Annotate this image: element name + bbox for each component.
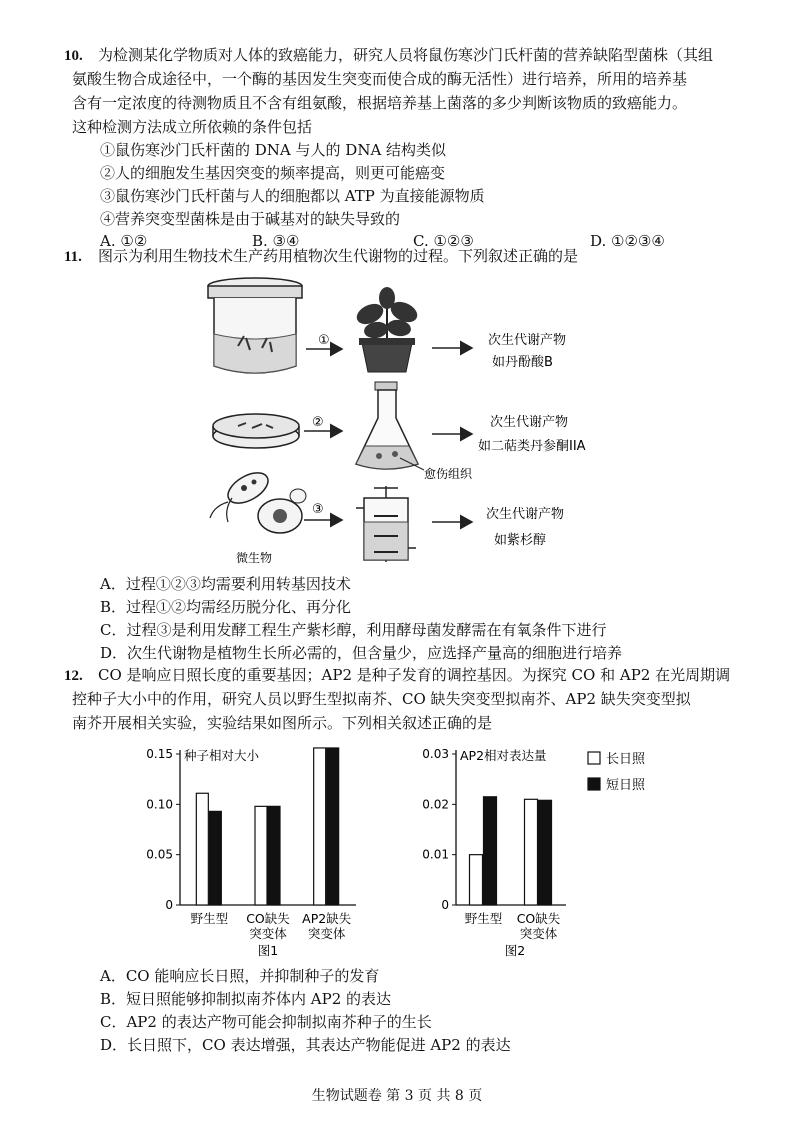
q10-item-3: ③鼠伤寒沙门氏杆菌与人的细胞都以 ATP 为直接能源物质 — [100, 187, 485, 205]
q10-option-d[interactable]: D. ①②③④ — [590, 232, 665, 250]
q10-stem-line-4: 这种检测方法成立所依赖的条件包括 — [72, 118, 313, 136]
q11-option-a[interactable]: A．过程①②③均需要利用转基因技术 — [100, 575, 351, 593]
q11-option-d[interactable]: D．次生代谢物是植物生长所必需的，但含量少，应选择产量高的细胞进行培养 — [100, 644, 623, 662]
bar — [268, 806, 280, 905]
y-tick-label: 0.03 — [422, 747, 449, 761]
bar — [255, 806, 267, 905]
figure-caption: 图1 — [257, 943, 279, 958]
x-tick-label: 野生型 — [464, 911, 503, 926]
product1-line-a: 次生代谢产物 — [488, 333, 567, 348]
q10-item-4: ④营养突变型菌株是由于碱基对的缺失导致的 — [100, 210, 401, 228]
legend-swatch — [588, 778, 600, 790]
product2-line-b: 如二萜类丹参酮IIA — [478, 439, 586, 454]
product1-line-b: 如丹酚酸B — [492, 355, 553, 370]
q11-number: 11. — [64, 249, 82, 265]
y-tick-label: 0.05 — [146, 847, 173, 862]
flask-icon — [356, 382, 418, 469]
figure2-bar-chart — [410, 740, 690, 965]
q10-item-2: ②人的细胞发生基因突变的频率提高，则更可能癌变 — [100, 164, 446, 182]
bar — [209, 811, 221, 905]
q12-option-c[interactable]: C．AP2 的表达产物可能会抑制拟南芥种子的生长 — [100, 1013, 432, 1031]
chart-title: AP2相对表达量 — [460, 748, 547, 763]
x-tick-label: CO缺失 — [246, 911, 290, 926]
q10-option-b[interactable]: B. ③④ — [252, 232, 300, 250]
q11-option-b[interactable]: B．过程①②均需经历脱分化、再分化 — [100, 598, 352, 616]
y-tick-label: 0.01 — [422, 847, 449, 862]
product2-line-a: 次生代谢产物 — [490, 415, 569, 430]
product3-line-b: 如紫杉醇 — [494, 533, 547, 548]
y-tick-label: 0 — [441, 898, 449, 912]
q12-option-b[interactable]: B．短日照能够抑制拟南芥体内 AP2 的表达 — [100, 990, 392, 1008]
q11-option-c[interactable]: C．过程③是利用发酵工程生产紫杉醇，利用酵母菌发酵需在有氧条件下进行 — [100, 621, 607, 639]
q12-stem-line-3: 南芥开展相关实验，实验结果如图所示。下列相关叙述正确的是 — [72, 714, 493, 732]
x-tick-label: CO缺失 — [516, 911, 561, 926]
chart-title: 种子相对大小 — [184, 748, 260, 763]
q10-stem-line-3: 含有一定浓度的待测物质且不含有组氨酸，根据培养基上菌落的多少判断该物质的致癌能力。 — [72, 94, 688, 112]
x-tick-label: 突变体 — [249, 926, 287, 941]
product3-line-a: 次生代谢产物 — [486, 507, 565, 522]
bar — [484, 797, 497, 905]
q10-item-1: ①鼠伤寒沙门氏杆菌的 DNA 与人的 DNA 结构类似 — [100, 141, 447, 159]
q10-number: 10. — [64, 48, 83, 64]
bar — [539, 800, 552, 905]
culture-jar-icon — [208, 278, 302, 373]
q11-stem: 图示为利用生物技术生产药用植物次生代谢物的过程。下列叙述正确的是 — [98, 247, 579, 265]
legend-label: 短日照 — [606, 778, 646, 793]
x-tick-label: 突变体 — [307, 926, 346, 941]
petri-dish-icon — [213, 414, 299, 448]
figure1-bar-chart — [130, 740, 370, 965]
x-tick-label: 突变体 — [519, 926, 558, 941]
legend-swatch — [588, 752, 600, 764]
q12-option-a[interactable]: A．CO 能响应长日照，并抑制种子的发育 — [100, 967, 380, 985]
step2-label: ② — [312, 415, 324, 430]
legend-label: 长日照 — [606, 752, 646, 767]
y-tick-label: 0.15 — [146, 747, 173, 761]
bar — [525, 799, 538, 905]
potted-plant-icon — [354, 287, 421, 372]
q10-stem-line-1: 为检测某化学物质对人体的致癌能力，研究人员将鼠伤寒沙门氏杆菌的营养缺陷型菌株（其组 — [98, 46, 714, 64]
q12-number: 12. — [64, 668, 83, 684]
q12-stem-line-1: CO 是响应日照长度的重要基因；AP2 是种子发育的调控基因。为探究 CO 和 AP2 在光周期调 — [98, 666, 731, 684]
y-tick-label: 0.02 — [422, 797, 449, 812]
fermenter-icon — [356, 486, 416, 562]
q12-option-d[interactable]: D．长日照下，CO 表达增强，其表达产物能促进 AP2 的表达 — [100, 1036, 511, 1054]
step1-label: ① — [318, 333, 330, 348]
step3-label: ③ — [312, 502, 324, 517]
y-tick-label: 0.10 — [146, 797, 173, 812]
q11-figure — [0, 268, 794, 573]
bar — [314, 748, 326, 905]
figure-caption: 图2 — [504, 943, 526, 958]
q10-option-a[interactable]: A. ①② — [100, 232, 148, 250]
x-tick-label: 野生型 — [190, 911, 229, 926]
q10-option-c[interactable]: C. ①②③ — [413, 232, 474, 250]
callus-label: 愈伤组织 — [424, 467, 473, 481]
bar — [196, 793, 208, 905]
x-tick-label: AP2缺失 — [302, 911, 352, 926]
bar — [327, 748, 339, 905]
microbe-label: 微生物 — [236, 551, 273, 565]
q12-stem-line-2: 控种子大小中的作用，研究人员以野生型拟南芥、CO 缺失突变型拟南芥、AP2 缺失突变型拟 — [72, 690, 691, 708]
y-tick-label: 0 — [165, 898, 173, 912]
page-footer: 生物试题卷 第 3 页 共 8 页 — [311, 1088, 483, 1104]
q10-stem-line-2: 氨酸生物合成途径中，一个酶的基因发生突变而使合成的酶无活性）进行培养，所用的培养基 — [72, 70, 688, 88]
bar — [470, 855, 483, 905]
microbe-icon — [210, 467, 306, 533]
